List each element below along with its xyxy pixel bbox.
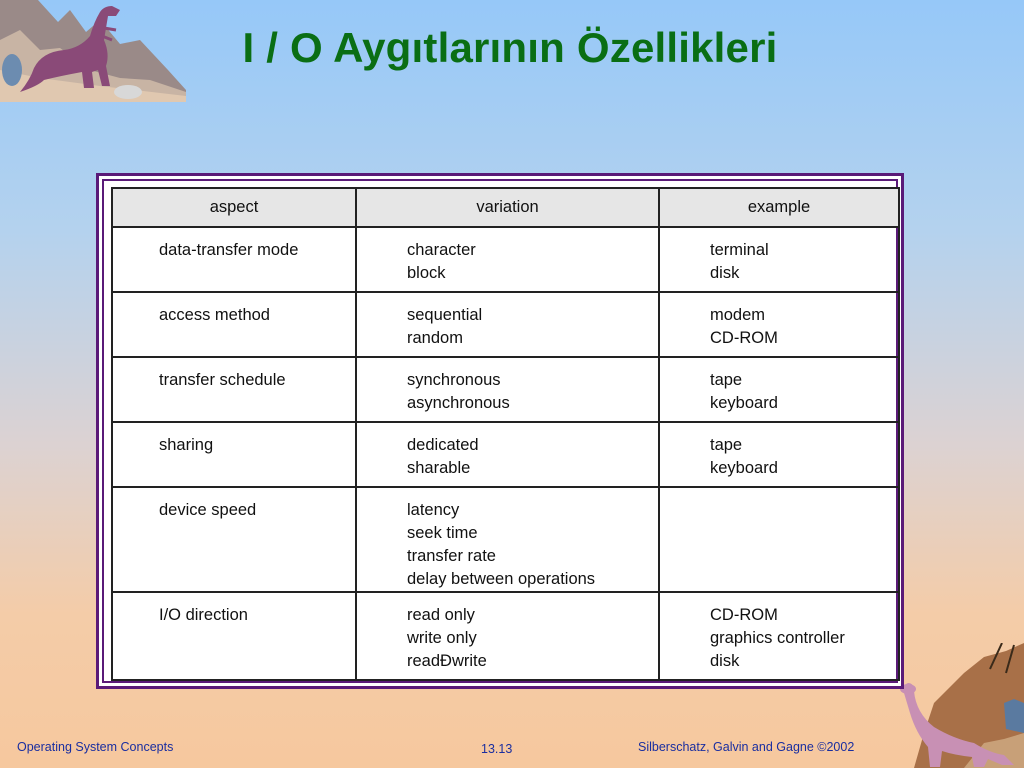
example-item: keyboard [710,394,778,412]
variation-cell [356,487,659,592]
footer-course-title: Operating System Concepts [17,740,174,754]
header-aspect: aspect [112,188,356,227]
aspect-cell: transfer schedule [112,357,356,422]
example-cell [659,422,899,487]
variation-item: asynchronous [407,394,510,412]
aspect-cell: I/O direction [112,592,356,680]
example-item: tape [710,436,743,454]
io-characteristics-table [111,187,900,681]
aspect-cell: sharing [112,422,356,487]
variation-cell [356,227,659,292]
table-row [112,357,899,422]
variation-item: delay between operations [407,570,596,588]
example-item: tape [710,371,743,389]
example-cell [659,292,899,357]
variation-item: character [407,241,476,259]
variation-cell [356,357,659,422]
footer-copyright: Silberschatz, Galvin and Gagne ©2002 [638,740,855,754]
aspect-cell: device speed [112,487,356,592]
dinosaur-top-left-image [0,0,190,110]
variation-cell [356,422,659,487]
example-item: modem [710,306,766,324]
variation-item: transfer rate [407,547,496,565]
table-row [112,592,899,680]
variation-cell [356,592,659,680]
example-cell [659,357,899,422]
dinosaur-bottom-right-image [894,643,1024,768]
table-row [112,422,899,487]
header-variation: variation [356,188,659,227]
variation-item: dedicated [407,436,479,454]
variation-item: read only [407,606,475,624]
variation-item: sequential [407,306,483,324]
variation-item: random [407,329,463,347]
table-row [112,227,899,292]
example-item: terminal [710,241,769,259]
table-row [112,292,899,357]
table-frame [96,173,904,689]
variation-item: synchronous [407,371,501,389]
variation-item: readĐwrite [407,652,487,670]
example-item: keyboard [710,459,778,477]
table-header-row [112,188,899,227]
variation-item: block [407,264,446,282]
example-cell [659,592,899,680]
example-item: disk [710,264,740,282]
example-item: disk [710,652,740,670]
example-item: graphics controller [710,629,845,647]
variation-item: latency [407,501,460,519]
variation-cell [356,292,659,357]
slide-title: I / O Aygıtlarının Özellikleri [242,24,778,71]
footer-slide-number: 13.13 [481,742,513,756]
example-item: CD-ROM [710,329,778,347]
example-cell [659,487,899,592]
aspect-cell: access method [112,292,356,357]
header-example: example [659,188,899,227]
example-cell [659,227,899,292]
example-item: CD-ROM [710,606,778,624]
variation-item: sharable [407,459,471,477]
variation-item: write only [407,629,477,647]
aspect-cell: data-transfer mode [112,227,356,292]
table-row [112,487,899,592]
variation-item: seek time [407,524,478,542]
